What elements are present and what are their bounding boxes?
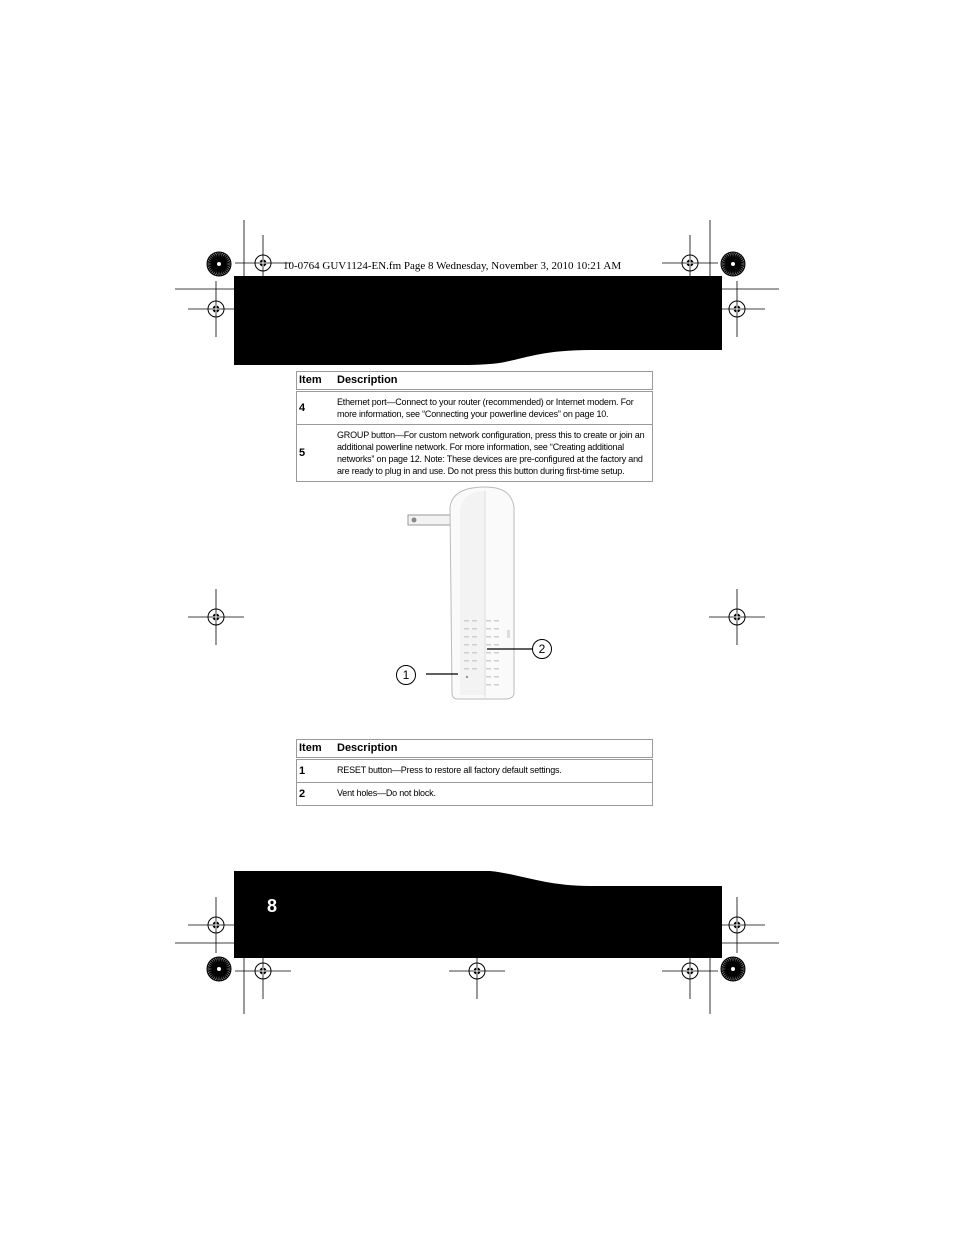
column-header-description: Description xyxy=(335,372,653,391)
item-description: Vent holes—Do not block. xyxy=(335,783,653,806)
item-description: Ethernet port—Connect to your router (recommended) or Internet modem. For more information, see “Connecting your powerline devices” on page 10. xyxy=(335,391,653,425)
item-number: 1 xyxy=(297,759,336,783)
column-header-item: Item xyxy=(297,740,336,759)
callout-1: 1 xyxy=(396,665,416,685)
item-number: 2 xyxy=(297,783,336,806)
description-table-bottom xyxy=(296,739,653,806)
powerline-adapter-illustration xyxy=(390,485,570,705)
description-table-top xyxy=(296,371,653,482)
callout-2: 2 xyxy=(532,639,552,659)
reset-button-hole xyxy=(466,676,468,678)
column-header-item: Item xyxy=(297,372,336,391)
file-info-header: 10-0764 GUV1124-EN.fm Page 8 Wednesday, November 3, 2010 10:21 AM xyxy=(283,260,622,272)
page-number: 8 xyxy=(267,896,278,916)
table-row xyxy=(297,391,653,425)
item-description: RESET button—Press to restore all factory default settings. xyxy=(335,759,653,783)
item-number: 4 xyxy=(297,391,336,425)
table-row xyxy=(297,425,653,482)
table-row xyxy=(297,759,653,783)
column-header-description: Description xyxy=(335,740,653,759)
item-number: 5 xyxy=(297,425,336,482)
item-description: GROUP button—For custom network configuration, press this to create or join an additional powerline network. For more information, see “Creating additional networks” on page 12. Note: These devices are pre-configured at the factory and are ready to plug in and use. Do not press this button during first-time setup. xyxy=(335,425,653,482)
table-row xyxy=(297,783,653,806)
